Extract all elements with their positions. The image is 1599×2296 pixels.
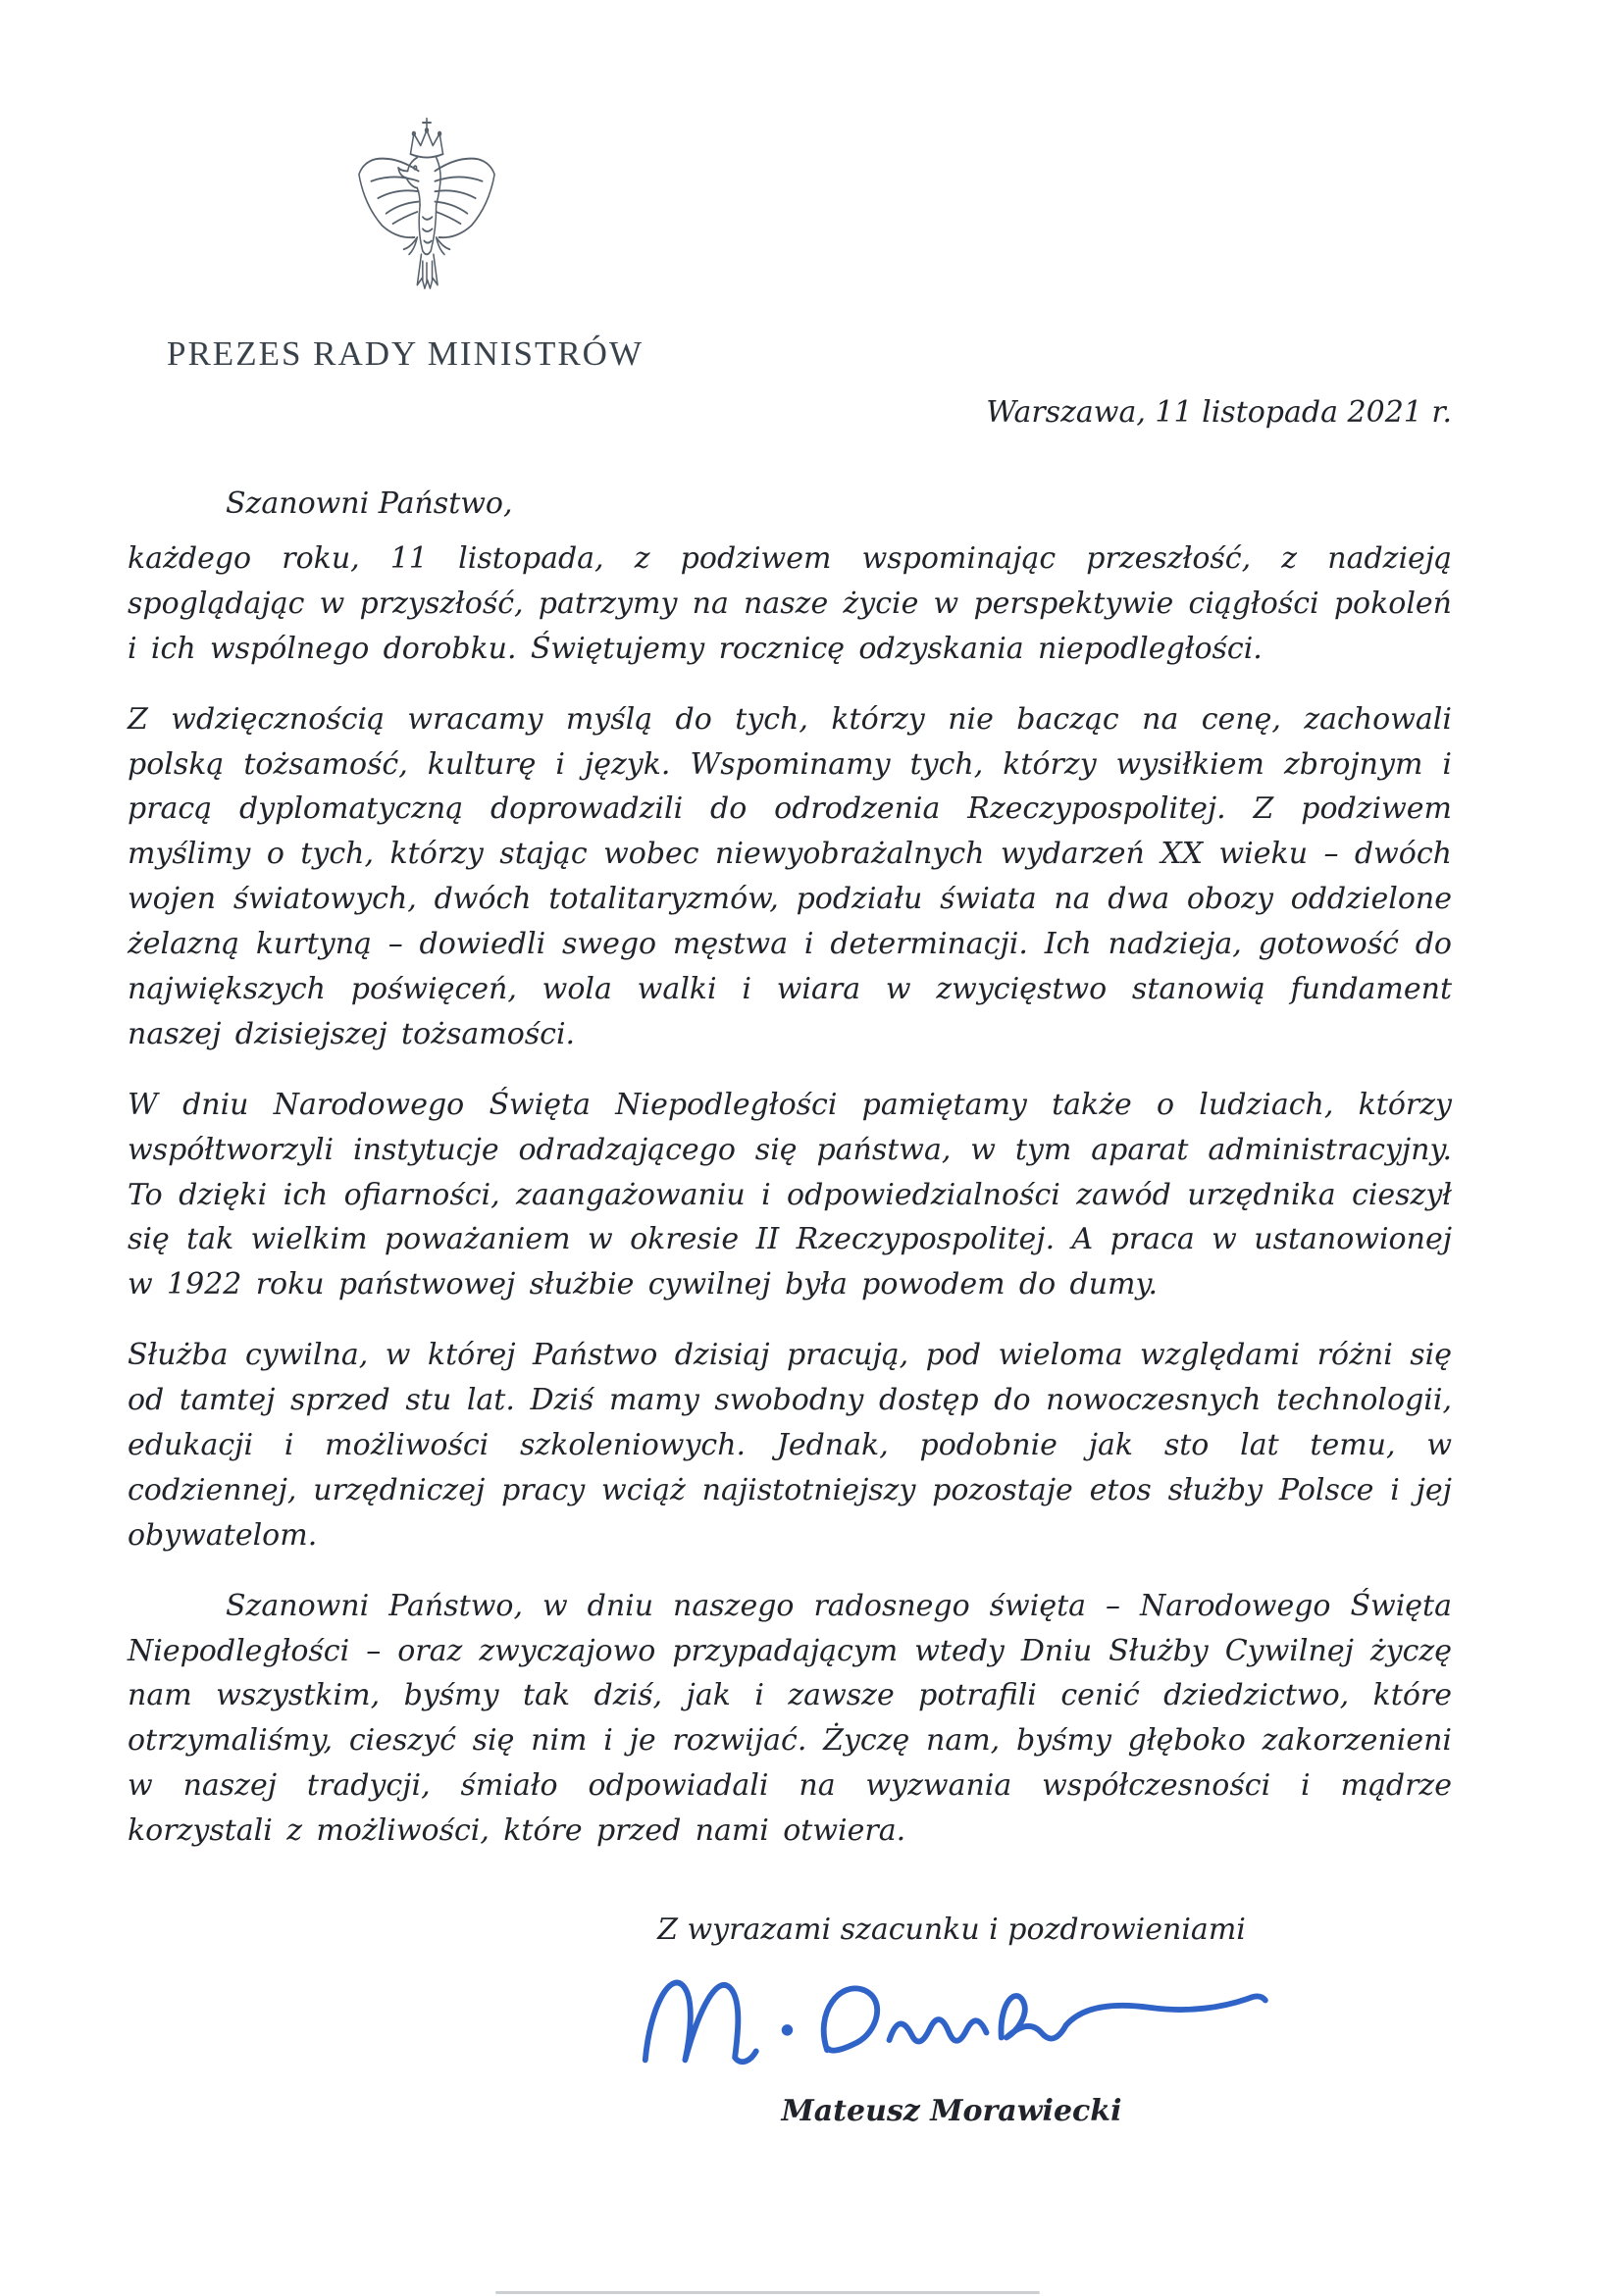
paragraph-5: Szanowni Państwo, w dniu naszego radosnego święta – Narodowego Święta Niepodległości – oraz zwyczajowo przypadającym wtedy Dniu Służby Cywilnej życzę nam wszystkim, byśmy tak dziś, jak i zawsze potrafili cenić dziedzictwo, które otrzymaliśmy, cieszyć się nim i je rozwijać. Życzę nam, byśmy głęboko zakorzenieni w naszej tradycji, śmiało odpowiadali na wyzwania współczesności i mądrze korzystali z możliwości, które przed nami otwiera.: [128, 1588, 1452, 1849]
paragraph-1: każdego roku, 11 listopada, z podziwem wspominając przeszłość, z nadzieją spoglądając w przyszłość, patrzymy na nasze życie w perspektywie ciągłości pokoleń i ich wspólnego dorobku. Świętujemy rocznicę odzyskania niepodległości.: [128, 541, 1452, 666]
scan-artifact-line: [495, 2291, 1040, 2294]
signature-area: [608, 1953, 1295, 2094]
letterhead-title: PREZES RADY MINISTRÓW: [167, 334, 644, 373]
signatory-name: Mateusz Morawiecki: [781, 2094, 1122, 2129]
polish-eagle-icon: [352, 110, 501, 301]
closing-line: Z wyrazami szacunku i pozdrowieniami: [657, 1913, 1246, 1948]
polish-eagle-emblem: [352, 110, 501, 301]
paragraph-2: Z wdzięcznością wracamy myślą do tych, którzy nie bacząc na cenę, zachowali polską tożsamość, kulturę i język. Wspominamy tych, którzy wysiłkiem zbrojnym i pracą dyplomatyczną doprowadzili do odrodzenia Rzeczypospolitej. Z podziwem myślimy o tych, którzy stając wobec niewyobrażalnych wydarzeń XX wieku – dwóch wojen światowych, dwóch totalitaryzmów, podziału świata na dwa obozy oddzielone żelazną kurtyną – dowiedli swego męstwa i determinacji. Ich nadzieja, gotowość do największych poświęceń, wola walki i wiara w zwycięstwo stanowią fundament naszej dzisiejszej tożsamości.: [128, 701, 1452, 1051]
paragraph-3: W dniu Narodowego Święta Niepodległości pamiętamy także o ludziach, którzy współtworzyli instytucje odradzającego się państwa, w tym aparat administracyjny. To dzięki ich ofiarności, zaangażowaniu i odpowiedzialności zawód urzędnika cieszył się tak wielkim poważaniem w okresie II Rzeczypospolitej. A praca w ustanowionej w 1922 roku państwowej służbie cywilnej była powodem do dumy.: [128, 1087, 1452, 1302]
salutation: Szanowni Państwo,: [226, 486, 513, 521]
signature-handwriting-icon: [628, 1953, 1275, 2090]
paragraph-4: Służba cywilna, w której Państwo dzisiaj pracują, pod wieloma względami różni się od tamtej sprzed stu lat. Dziś mamy swobodny dostęp do nowoczesnych technologii, edukacji i możliwości szkoleniowych. Jednak, podobnie jak sto lat temu, w codziennej, urzędniczej pracy wciąż najistotniejszy pozostaje etos służby Polsce i jej obywatelom.: [128, 1338, 1452, 1553]
dateline: Warszawa, 11 listopada 2021 r.: [986, 395, 1452, 430]
signature-dot: [782, 2024, 793, 2035]
closing-block: [608, 1913, 1295, 2128]
masthead: [167, 110, 687, 374]
